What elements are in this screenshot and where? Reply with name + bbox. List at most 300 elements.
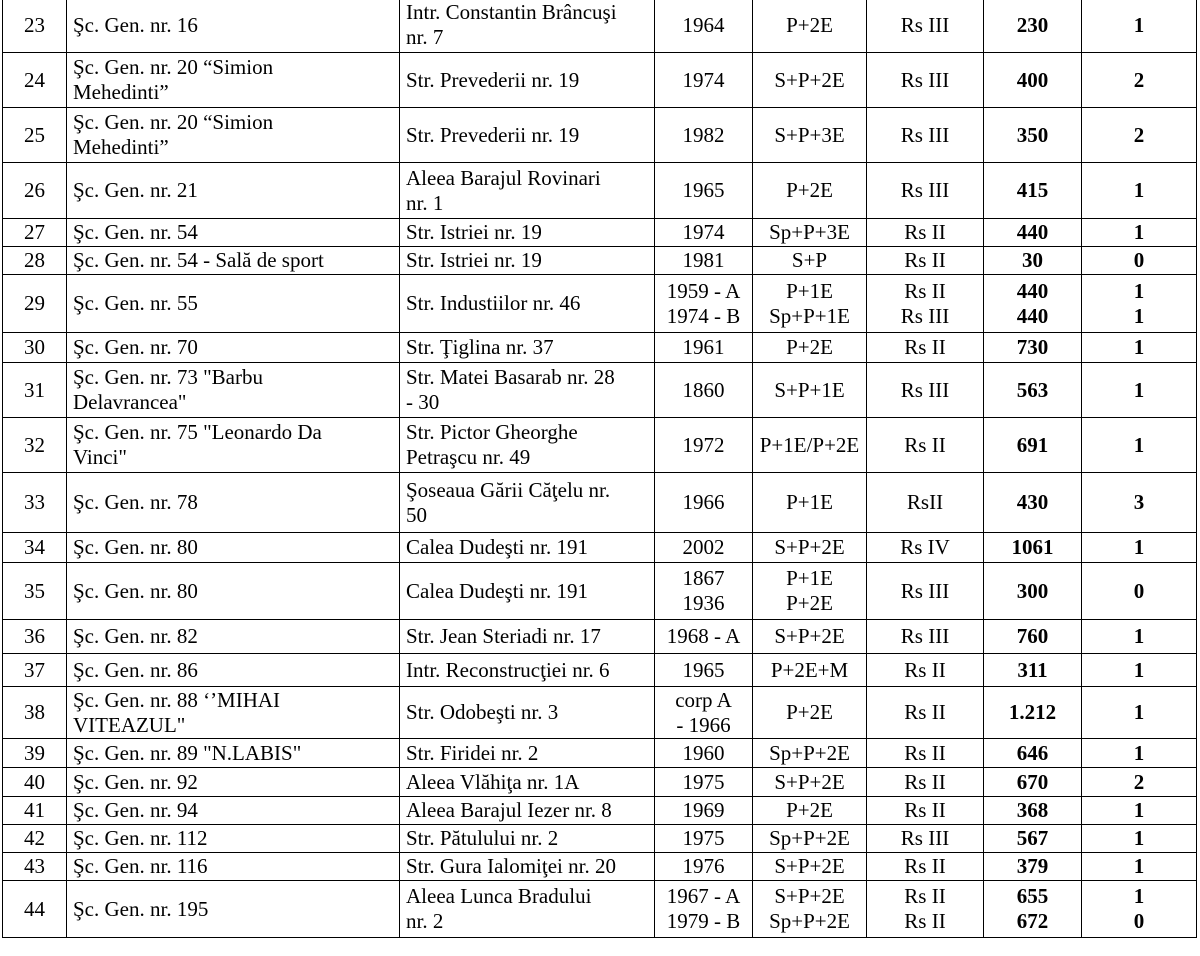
cell-rs-line: Rs II xyxy=(904,335,946,359)
cell-school xyxy=(67,768,400,797)
cell-floors xyxy=(753,418,867,473)
cell-nr: 29 xyxy=(3,275,67,333)
cell-last xyxy=(1082,163,1197,219)
cell-school xyxy=(67,275,400,333)
cell-capacity-line: 230 xyxy=(1016,12,1049,37)
cell-last-line: 0 xyxy=(1133,578,1145,603)
cell-school-line: Vinci" xyxy=(73,445,127,469)
cell-floors-line: S+P+1E xyxy=(774,377,845,402)
cell-year-line: 1969 xyxy=(682,798,725,822)
table-row xyxy=(3,825,1197,853)
cell-year-line: 1976 xyxy=(682,854,725,878)
cell-capacity-line: 672 xyxy=(1016,909,1049,933)
cell-floors-line: Sp+P+2E xyxy=(769,909,850,933)
cell-floors xyxy=(753,853,867,881)
cell-capacity-line: 1061 xyxy=(1011,535,1054,559)
cell-last-line: 1 xyxy=(1133,220,1145,244)
cell-school xyxy=(67,533,400,563)
cell-school-line: Şc. Gen. nr. 88 ‘’MIHAI xyxy=(73,687,281,712)
cell-year xyxy=(655,825,753,853)
cell-capacity-line: 730 xyxy=(1016,335,1049,359)
cell-school-line: Şc. Gen. nr. 94 xyxy=(73,798,198,822)
cell-year xyxy=(655,853,753,881)
cell-capacity xyxy=(984,363,1082,418)
cell-last xyxy=(1082,620,1197,654)
cell-address xyxy=(400,0,655,53)
cell-year xyxy=(655,163,753,219)
cell-capacity xyxy=(984,247,1082,275)
cell-school-line: VITEAZUL" xyxy=(73,712,186,737)
cell-school-line: Şc. Gen. nr. 20 “Simion xyxy=(73,110,274,134)
cell-school-line: Mehedinti” xyxy=(73,135,169,159)
cell-capacity xyxy=(984,333,1082,363)
cell-nr: 25 xyxy=(3,108,67,163)
cell-address xyxy=(400,163,655,219)
table-row xyxy=(3,687,1197,739)
cell-capacity-line: 30 xyxy=(1022,248,1043,272)
cell-year xyxy=(655,275,753,333)
cell-floors xyxy=(753,473,867,533)
cell-year-line: 1972 xyxy=(682,432,725,457)
table-row xyxy=(3,219,1197,247)
cell-rs-line: Rs III xyxy=(900,377,950,402)
table-row xyxy=(3,654,1197,687)
cell-school xyxy=(67,654,400,687)
cell-floors-line: P+2E xyxy=(786,700,833,724)
cell-school xyxy=(67,333,400,363)
cell-address-line: Str. Pătulului nr. 2 xyxy=(406,826,559,850)
cell-year xyxy=(655,219,753,247)
cell-school-line: Şc. Gen. nr. 54 - Sală de sport xyxy=(73,248,324,272)
cell-last-line: 1 xyxy=(1133,535,1145,559)
table-row xyxy=(3,53,1197,108)
cell-address-line: Calea Dudeşti nr. 191 xyxy=(406,578,588,603)
cell-school-line: Mehedinti” xyxy=(73,80,169,104)
cell-capacity xyxy=(984,825,1082,853)
cell-rs xyxy=(867,418,984,473)
cell-nr: 26 xyxy=(3,163,67,219)
cell-last xyxy=(1082,473,1197,533)
cell-address-line: Str. Istriei nr. 19 xyxy=(406,248,542,272)
cell-year-line: corp A xyxy=(675,687,732,712)
cell-address xyxy=(400,687,655,739)
cell-rs-line: Rs II xyxy=(904,278,946,303)
table-row xyxy=(3,418,1197,473)
cell-school-line: Şc. Gen. nr. 78 xyxy=(73,490,198,514)
cell-floors-line: P+1E xyxy=(786,566,833,590)
cell-last-line: 1 xyxy=(1133,12,1145,37)
cell-year xyxy=(655,53,753,108)
cell-rs-line: RsII xyxy=(906,490,944,514)
cell-rs xyxy=(867,620,984,654)
cell-floors-line: P+2E xyxy=(786,335,833,359)
cell-rs xyxy=(867,333,984,363)
cell-last xyxy=(1082,0,1197,53)
cell-rs xyxy=(867,53,984,108)
table-row xyxy=(3,163,1197,219)
cell-rs xyxy=(867,654,984,687)
cell-capacity-line: 440 xyxy=(1016,278,1049,303)
cell-floors-line: P+2E xyxy=(786,798,833,822)
cell-last xyxy=(1082,333,1197,363)
cell-year xyxy=(655,247,753,275)
cell-school-line: Şc. Gen. nr. 70 xyxy=(73,335,198,359)
cell-capacity-line: 379 xyxy=(1016,854,1049,878)
cell-rs-line: Rs II xyxy=(904,798,946,822)
cell-rs xyxy=(867,739,984,768)
cell-capacity-line: 415 xyxy=(1016,178,1049,202)
table-row xyxy=(3,739,1197,768)
cell-rs xyxy=(867,533,984,563)
cell-floors xyxy=(753,247,867,275)
cell-address xyxy=(400,739,655,768)
cell-school xyxy=(67,739,400,768)
cell-school xyxy=(67,797,400,825)
cell-year-line: 1967 - A xyxy=(666,884,741,908)
cell-capacity-line: 430 xyxy=(1016,490,1049,514)
cell-year-line: 1974 xyxy=(682,220,725,244)
table-row xyxy=(3,563,1197,620)
cell-last-line: 1 xyxy=(1133,854,1145,878)
table-row xyxy=(3,620,1197,654)
cell-address-line: Str. Odobeşti nr. 3 xyxy=(406,700,559,724)
cell-school-line: Şc. Gen. nr. 55 xyxy=(73,291,198,315)
cell-rs xyxy=(867,363,984,418)
cell-last-line: 1 xyxy=(1133,377,1145,402)
cell-last xyxy=(1082,418,1197,473)
cell-rs-line: Rs III xyxy=(900,826,950,850)
cell-last xyxy=(1082,739,1197,768)
cell-rs xyxy=(867,275,984,333)
cell-floors xyxy=(753,533,867,563)
cell-capacity xyxy=(984,768,1082,797)
table-row xyxy=(3,853,1197,881)
cell-nr: 37 xyxy=(3,654,67,687)
cell-nr: 34 xyxy=(3,533,67,563)
cell-nr: 33 xyxy=(3,473,67,533)
cell-nr: 44 xyxy=(3,881,67,938)
cell-school xyxy=(67,620,400,654)
cell-floors-line: Sp+P+2E xyxy=(769,740,850,765)
cell-floors-line: P+1E/P+2E xyxy=(759,432,860,457)
cell-address xyxy=(400,108,655,163)
cell-last-line: 2 xyxy=(1133,67,1145,92)
cell-address-line: Str. Ţiglina nr. 37 xyxy=(406,335,554,359)
cell-capacity-line: 563 xyxy=(1016,377,1049,402)
cell-capacity-line: 440 xyxy=(1016,303,1049,328)
cell-year xyxy=(655,108,753,163)
cell-school-line: Şc. Gen. nr. 54 xyxy=(73,220,198,244)
cell-rs-line: Rs III xyxy=(900,12,950,37)
cell-rs xyxy=(867,797,984,825)
cell-capacity-line: 300 xyxy=(1016,578,1049,603)
cell-last-line: 1 xyxy=(1133,884,1145,908)
cell-last xyxy=(1082,53,1197,108)
table-row xyxy=(3,363,1197,418)
cell-capacity xyxy=(984,797,1082,825)
cell-year-line: 1974 - B xyxy=(666,303,741,328)
cell-nr: 43 xyxy=(3,853,67,881)
cell-last xyxy=(1082,654,1197,687)
cell-floors xyxy=(753,654,867,687)
cell-school xyxy=(67,0,400,53)
cell-capacity-line: 400 xyxy=(1016,67,1049,92)
cell-nr: 30 xyxy=(3,333,67,363)
cell-year xyxy=(655,620,753,654)
cell-nr: 23 xyxy=(3,0,67,53)
cell-capacity xyxy=(984,418,1082,473)
cell-rs xyxy=(867,219,984,247)
cell-capacity xyxy=(984,853,1082,881)
table-row xyxy=(3,0,1197,53)
table-row xyxy=(3,533,1197,563)
schools-table xyxy=(2,0,1197,938)
cell-floors-line: S+P+2E xyxy=(774,854,845,878)
cell-last xyxy=(1082,881,1197,938)
cell-last xyxy=(1082,563,1197,620)
cell-rs xyxy=(867,247,984,275)
cell-year-line: 1959 - A xyxy=(666,278,741,303)
cell-address xyxy=(400,333,655,363)
cell-rs xyxy=(867,163,984,219)
cell-floors xyxy=(753,881,867,938)
table-row xyxy=(3,275,1197,333)
cell-year xyxy=(655,768,753,797)
table-row xyxy=(3,797,1197,825)
cell-floors xyxy=(753,739,867,768)
cell-year-line: 1981 xyxy=(682,248,725,272)
cell-floors-line: P+1E xyxy=(786,278,833,303)
cell-address-line: Aleea Vlăhiţa nr. 1A xyxy=(406,769,580,794)
cell-capacity-line: 350 xyxy=(1016,122,1049,147)
cell-nr: 31 xyxy=(3,363,67,418)
cell-nr: 24 xyxy=(3,53,67,108)
cell-address-line: Aleea Lunca Bradului xyxy=(406,884,592,908)
cell-school-line: Şc. Gen. nr. 112 xyxy=(73,826,208,850)
cell-rs-line: Rs II xyxy=(904,769,946,794)
table-row xyxy=(3,247,1197,275)
cell-school xyxy=(67,563,400,620)
cell-school-line: Şc. Gen. nr. 82 xyxy=(73,624,198,648)
cell-capacity-line: 311 xyxy=(1017,657,1048,682)
cell-floors-line: Sp+P+2E xyxy=(769,826,850,850)
cell-last-line: 1 xyxy=(1133,178,1145,202)
table-row xyxy=(3,881,1197,938)
cell-year xyxy=(655,333,753,363)
cell-floors-line: S+P+2E xyxy=(774,67,845,92)
cell-last-line: 1 xyxy=(1133,700,1145,724)
cell-school-line: Şc. Gen. nr. 80 xyxy=(73,535,198,559)
cell-address xyxy=(400,53,655,108)
cell-year-line: 1964 xyxy=(682,12,725,37)
cell-nr: 27 xyxy=(3,219,67,247)
cell-address xyxy=(400,219,655,247)
cell-school-line: Şc. Gen. nr. 195 xyxy=(73,896,209,921)
cell-year xyxy=(655,418,753,473)
cell-address xyxy=(400,620,655,654)
cell-rs-line: Rs II xyxy=(904,854,946,878)
cell-last xyxy=(1082,687,1197,739)
cell-last xyxy=(1082,797,1197,825)
cell-last-line: 3 xyxy=(1133,490,1145,514)
cell-year-line: 1968 - A xyxy=(666,624,741,648)
cell-address-line: nr. 2 xyxy=(406,909,444,933)
cell-school-line: Şc. Gen. nr. 86 xyxy=(73,657,198,682)
cell-floors-line: P+2E+M xyxy=(770,657,849,682)
cell-rs-line: Rs III xyxy=(900,67,950,92)
cell-year xyxy=(655,363,753,418)
cell-floors-line: S+P xyxy=(791,248,828,272)
cell-capacity xyxy=(984,533,1082,563)
cell-school-line: Şc. Gen. nr. 75 "Leonardo Da xyxy=(73,420,322,444)
cell-floors-line: Sp+P+1E xyxy=(769,303,850,328)
cell-year xyxy=(655,0,753,53)
cell-address-line: Str. Istriei nr. 19 xyxy=(406,220,542,244)
cell-school xyxy=(67,219,400,247)
cell-rs-line: Rs III xyxy=(900,624,950,648)
cell-rs-line: Rs III xyxy=(900,578,950,603)
cell-last-line: 1 xyxy=(1133,826,1145,850)
cell-nr: 39 xyxy=(3,739,67,768)
cell-year-line: 1975 xyxy=(682,826,725,850)
cell-school xyxy=(67,418,400,473)
cell-school-line: Delavrancea" xyxy=(73,390,187,414)
cell-address xyxy=(400,533,655,563)
cell-capacity-line: 691 xyxy=(1016,432,1049,457)
cell-school xyxy=(67,108,400,163)
cell-last xyxy=(1082,363,1197,418)
cell-last-line: 1 xyxy=(1133,303,1145,328)
cell-rs xyxy=(867,108,984,163)
cell-school xyxy=(67,853,400,881)
cell-rs-line: Rs II xyxy=(904,248,946,272)
cell-floors xyxy=(753,53,867,108)
cell-floors-line: P+1E xyxy=(786,490,833,514)
cell-year xyxy=(655,533,753,563)
cell-school xyxy=(67,473,400,533)
cell-rs xyxy=(867,881,984,938)
table-row xyxy=(3,108,1197,163)
cell-year xyxy=(655,473,753,533)
cell-nr: 42 xyxy=(3,825,67,853)
cell-rs-line: Rs II xyxy=(904,909,946,933)
cell-floors xyxy=(753,333,867,363)
cell-floors-line: S+P+2E xyxy=(774,769,845,794)
cell-last xyxy=(1082,247,1197,275)
cell-last xyxy=(1082,825,1197,853)
cell-year xyxy=(655,881,753,938)
table-row xyxy=(3,768,1197,797)
cell-address xyxy=(400,247,655,275)
cell-rs-line: Rs II xyxy=(904,432,946,457)
cell-capacity-line: 646 xyxy=(1016,740,1049,765)
cell-rs xyxy=(867,687,984,739)
cell-capacity-line: 368 xyxy=(1016,798,1049,822)
cell-capacity-line: 440 xyxy=(1016,220,1049,244)
cell-address-line: 50 xyxy=(406,502,427,527)
cell-capacity xyxy=(984,881,1082,938)
cell-nr: 36 xyxy=(3,620,67,654)
cell-year-line: - 1966 xyxy=(676,712,731,737)
table-row xyxy=(3,473,1197,533)
cell-last-line: 0 xyxy=(1133,248,1145,272)
cell-capacity xyxy=(984,0,1082,53)
cell-last xyxy=(1082,853,1197,881)
cell-address xyxy=(400,768,655,797)
cell-address-line: Petraşcu nr. 49 xyxy=(406,445,531,469)
cell-floors-line: P+2E xyxy=(786,178,833,202)
cell-rs-line: Rs IV xyxy=(900,535,950,559)
cell-address-line: Aleea Barajul Iezer nr. 8 xyxy=(406,798,612,822)
cell-year-line: 1960 xyxy=(682,740,725,765)
cell-floors xyxy=(753,163,867,219)
cell-last-line: 1 xyxy=(1133,657,1145,682)
cell-floors xyxy=(753,768,867,797)
cell-address xyxy=(400,881,655,938)
cell-capacity-line: 760 xyxy=(1016,624,1049,648)
cell-school xyxy=(67,881,400,938)
cell-floors xyxy=(753,797,867,825)
cell-nr: 41 xyxy=(3,797,67,825)
cell-floors xyxy=(753,219,867,247)
cell-last-line: 1 xyxy=(1133,335,1145,359)
cell-capacity xyxy=(984,687,1082,739)
cell-floors xyxy=(753,363,867,418)
cell-address-line: Intr. Reconstrucţiei nr. 6 xyxy=(406,657,610,682)
cell-last-line: 1 xyxy=(1133,624,1145,648)
cell-floors-line: P+2E xyxy=(786,12,833,37)
cell-school-line: Şc. Gen. nr. 73 "Barbu xyxy=(73,365,263,389)
cell-last xyxy=(1082,768,1197,797)
cell-year-line: 1979 - B xyxy=(666,909,741,933)
cell-year xyxy=(655,654,753,687)
cell-capacity-line: 655 xyxy=(1016,884,1049,908)
cell-rs xyxy=(867,768,984,797)
cell-floors-line: S+P+3E xyxy=(774,122,845,147)
cell-school-line: Şc. Gen. nr. 21 xyxy=(73,178,198,202)
cell-last xyxy=(1082,108,1197,163)
cell-last-line: 2 xyxy=(1133,122,1145,147)
cell-last xyxy=(1082,219,1197,247)
cell-address-line: Str. Firidei nr. 2 xyxy=(406,740,539,765)
cell-rs-line: Rs III xyxy=(900,303,950,328)
table-row xyxy=(3,333,1197,363)
cell-capacity xyxy=(984,563,1082,620)
cell-year-line: 1966 xyxy=(682,490,725,514)
cell-capacity xyxy=(984,275,1082,333)
cell-address xyxy=(400,563,655,620)
cell-capacity xyxy=(984,53,1082,108)
cell-school-line: Şc. Gen. nr. 16 xyxy=(73,12,198,37)
cell-rs-line: Rs II xyxy=(904,884,946,908)
cell-last-line: 2 xyxy=(1133,769,1145,794)
cell-address-line: - 30 xyxy=(406,390,440,414)
cell-address xyxy=(400,363,655,418)
cell-year xyxy=(655,687,753,739)
cell-last xyxy=(1082,275,1197,333)
cell-year xyxy=(655,563,753,620)
cell-year-line: 1965 xyxy=(682,178,725,202)
cell-rs-line: Rs II xyxy=(904,700,946,724)
cell-rs xyxy=(867,0,984,53)
cell-floors-line: Sp+P+3E xyxy=(769,220,850,244)
cell-rs xyxy=(867,563,984,620)
cell-rs-line: Rs III xyxy=(900,122,950,147)
cell-year-line: 1860 xyxy=(682,377,725,402)
cell-floors xyxy=(753,825,867,853)
cell-school xyxy=(67,825,400,853)
cell-rs xyxy=(867,853,984,881)
